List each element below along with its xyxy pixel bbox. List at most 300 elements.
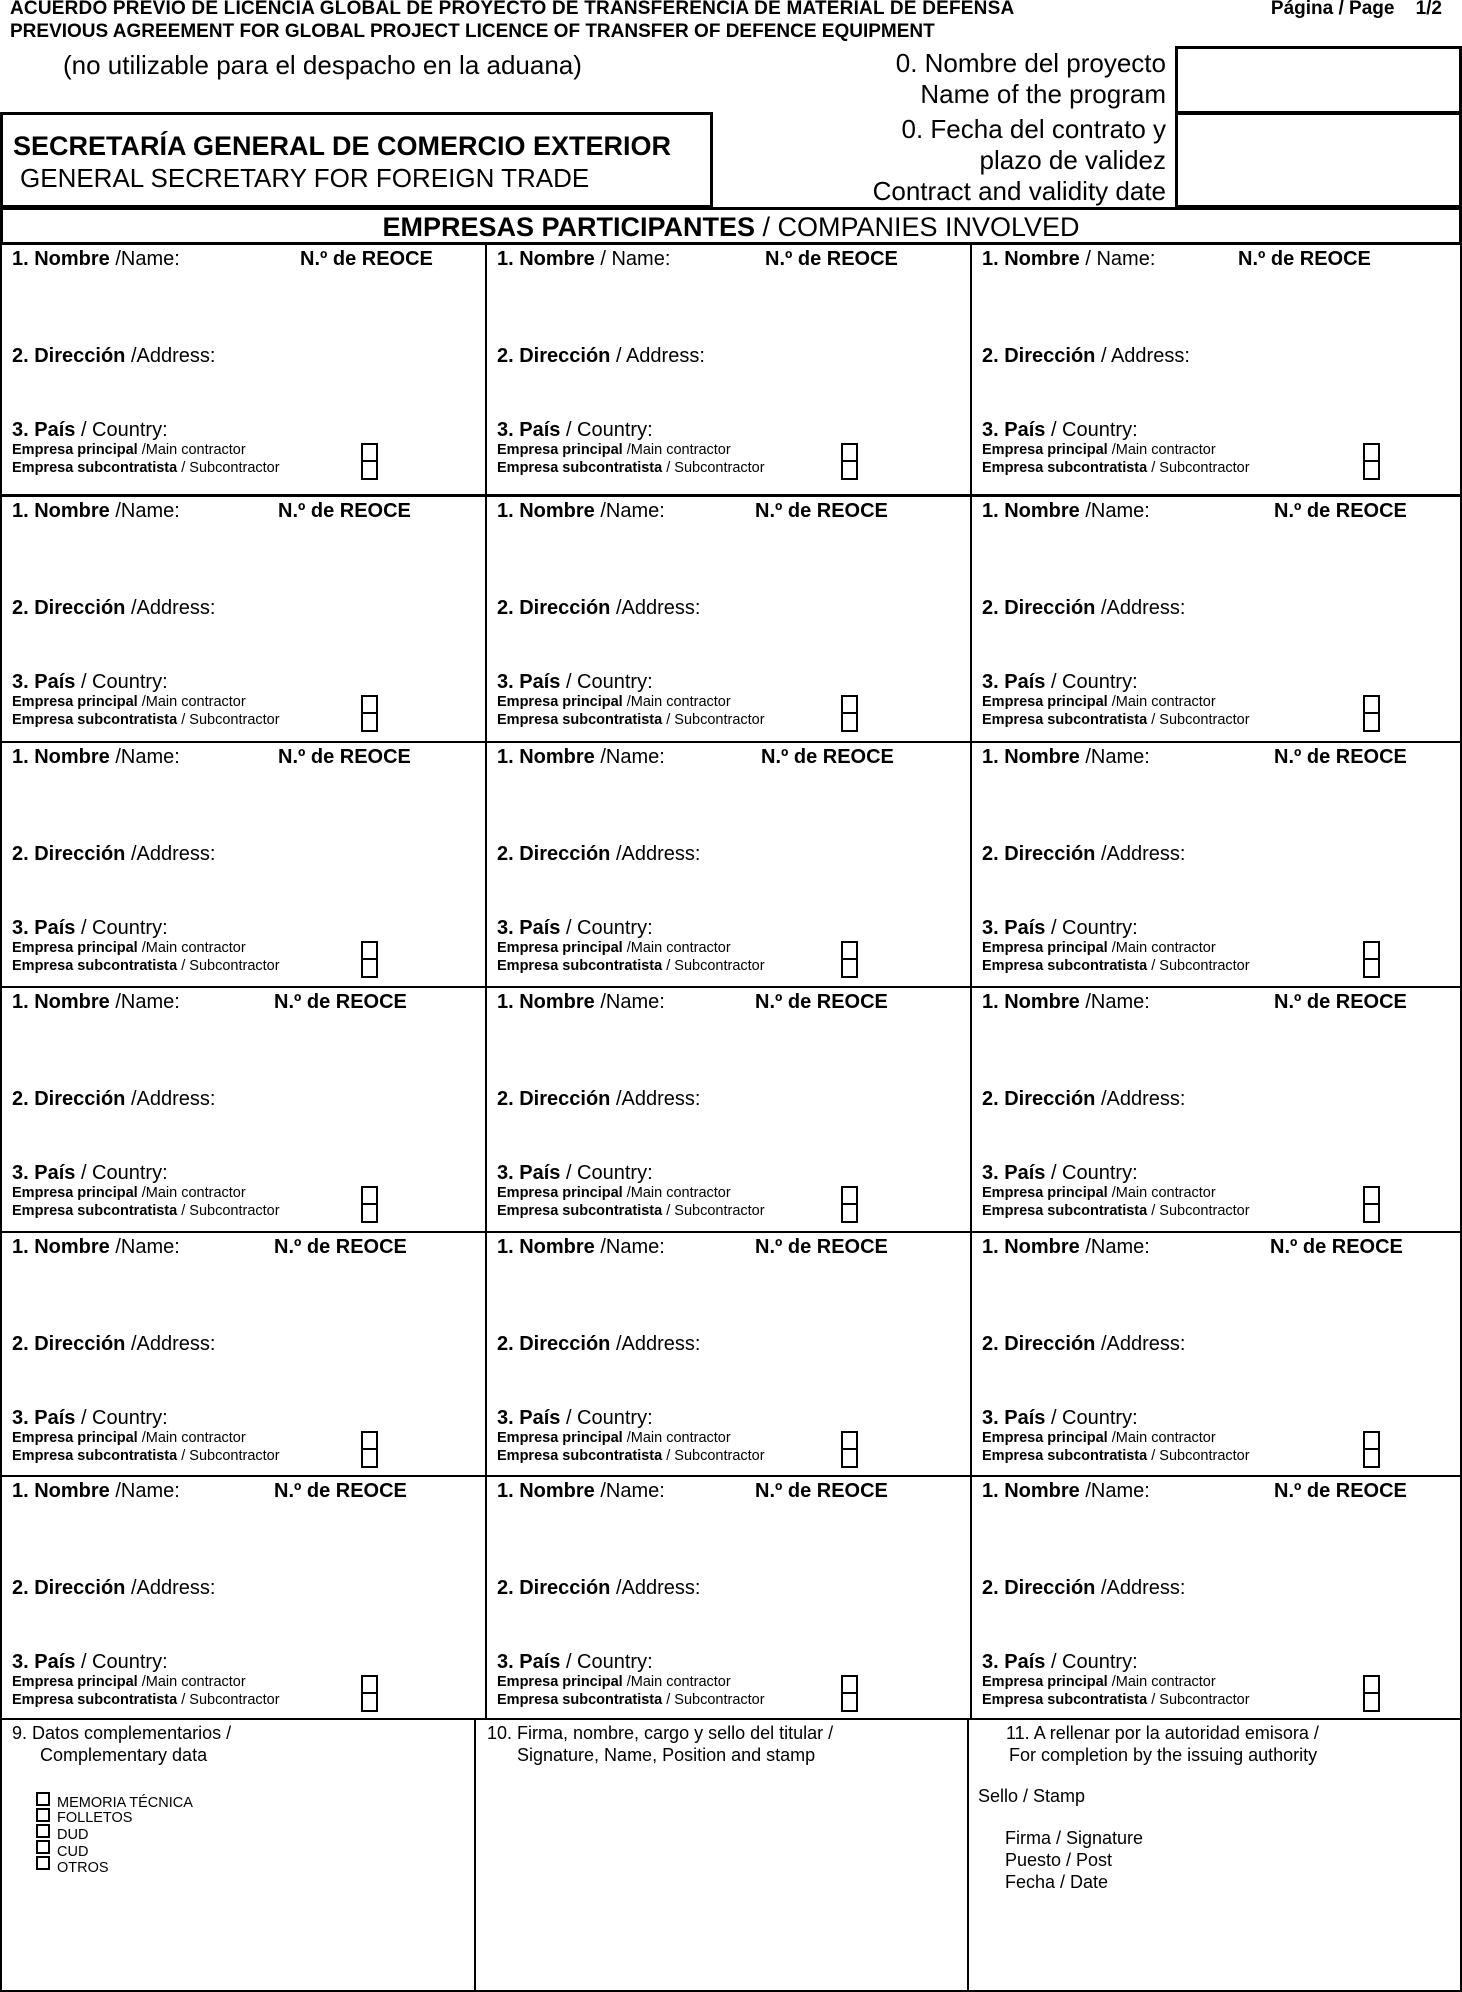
company-address-label-en: /Address: [1095,1088,1186,1110]
contractor-type-checkbox[interactable] [1363,1186,1380,1223]
company-country-label-en: / Country: [75,1407,168,1429]
section-10-subtitle: Signature, Name, Position and stamp [517,1745,816,1765]
subcontractor-label-es: Empresa subcontratista [982,958,1148,974]
company-name-label-es: 1. Nombre [12,248,110,270]
company-country-label-en: / Country: [560,1651,653,1673]
subcontractor-label-en: / Subcontractor [1147,1448,1250,1464]
company-name-label [497,746,665,769]
company-name-label-es: 1. Nombre [12,1236,110,1258]
main-contractor-label [982,1674,1216,1690]
companies-banner [0,207,1462,245]
subcontractor-label-es: Empresa subcontratista [12,1203,178,1219]
reoce-label: N.º de REOCE [1238,248,1371,270]
reoce-label: N.º de REOCE [278,500,411,522]
main-contractor-label-es: Empresa principal [497,442,623,458]
option-folletos-checkbox[interactable] [36,1808,50,1822]
contract-date-field[interactable] [1175,112,1462,208]
company-address-label [982,597,1185,620]
company-country-label-en: / Country: [560,671,653,693]
page-value: 1/2 [1415,0,1442,19]
company-address-label [12,1333,215,1356]
main-contractor-label-es: Empresa principal [982,694,1108,710]
main-contractor-label-en: /Main contractor [622,694,731,710]
company-name-label-es: 1. Nombre [497,746,595,768]
company-address-label [497,1088,700,1111]
companies-banner-en: / COMPANIES INVOLVED [754,212,1080,242]
company-address-label [12,843,215,866]
company-address-label [497,597,700,620]
subcontractor-label-en: / Subcontractor [177,1692,280,1708]
section-10-title: 10. Firma, nombre, cargo y sello del titular / [487,1723,834,1743]
company-address-label-es: 2. Dirección [497,1577,611,1599]
subcontractor-label-en: / Subcontractor [662,958,765,974]
company-address-label-en: /Address: [1095,1577,1186,1599]
company-country-label [12,917,168,940]
reoce-label: N.º de REOCE [278,746,411,768]
reoce-label: N.º de REOCE [1270,1236,1403,1258]
subcontractor-label-es: Empresa subcontratista [12,958,178,974]
subcontractor-label [982,1448,1250,1464]
company-name-label-es: 1. Nombre [982,746,1080,768]
subcontractor-label [12,1203,280,1219]
company-cell[interactable] [970,243,1462,496]
reoce-label: N.º de REOCE [755,991,888,1013]
subcontractor-label-en: / Subcontractor [1147,460,1250,476]
main-contractor-label-en: /Main contractor [137,940,246,956]
company-country-label-es: 3. País [982,1651,1046,1673]
main-contractor-label-es: Empresa principal [982,1430,1108,1446]
company-name-label-en: /Name: [109,1236,180,1258]
company-country-label [497,671,653,694]
main-contractor-label [497,940,731,956]
company-address-label-es: 2. Dirección [497,345,611,367]
main-contractor-label-es: Empresa principal [497,1185,623,1201]
section-11-title: 11. A rellenar por la autoridad emisora / [1006,1723,1319,1743]
company-country-label-en: / Country: [1045,1162,1138,1184]
company-address-label-en: /Address: [1095,843,1186,865]
company-address-label [12,345,215,368]
main-contractor-label-en: /Main contractor [622,940,731,956]
company-country-label-es: 3. País [497,1651,561,1673]
company-name-label [12,991,180,1014]
option-otros-label: OTROS [57,1860,109,1876]
company-country-label [982,1162,1138,1185]
main-contractor-label-en: /Main contractor [622,442,731,458]
subcontractor-label [982,958,1250,974]
company-address-label-en: /Address: [125,1333,216,1355]
reoce-label: N.º de REOCE [274,1480,407,1502]
reoce-label: N.º de REOCE [1274,746,1407,768]
company-address-label-es: 2. Dirección [982,1333,1096,1355]
option-memoria-label: MEMORIA TÉCNICA [57,1795,193,1811]
company-address-label-es: 2. Dirección [12,1577,126,1599]
company-address-label [12,1577,215,1600]
contractor-type-checkbox[interactable] [1363,1431,1380,1468]
company-address-label-en: /Address: [125,843,216,865]
company-name-label [982,500,1150,523]
main-contractor-label-en: /Main contractor [1107,1674,1216,1690]
subcontractor-label-en: / Subcontractor [662,1448,765,1464]
subcontractor-label-es: Empresa subcontratista [982,712,1148,728]
project-name-label-es: 0. Nombre del proyecto [895,48,1166,78]
company-cell[interactable] [485,741,972,988]
contractor-type-checkbox[interactable] [361,695,378,732]
company-name-label-es: 1. Nombre [12,1480,110,1502]
subcontractor-label-es: Empresa subcontratista [12,460,178,476]
company-name-label-en: /Name: [109,746,180,768]
section-11-authority[interactable] [967,1718,1462,1992]
company-cell[interactable] [0,495,487,743]
company-name-label [982,248,1155,271]
subcontractor-label [982,460,1250,476]
page-indicator [1271,0,1442,20]
company-cell[interactable] [0,1475,487,1720]
subcontractor-label-en: / Subcontractor [177,460,280,476]
main-contractor-label-es: Empresa principal [982,442,1108,458]
company-address-label-es: 2. Dirección [497,1333,611,1355]
company-address-label-es: 2. Dirección [497,1088,611,1110]
company-address-label [982,843,1185,866]
companies-banner-es: EMPRESAS PARTICIPANTES [382,212,755,242]
company-country-label-es: 3. País [497,917,561,939]
post-label: Puesto / Post [1005,1850,1113,1870]
company-name-label-es: 1. Nombre [12,991,110,1013]
company-country-label [982,1407,1138,1430]
subcontractor-label [497,1448,765,1464]
option-memoria-checkbox[interactable] [36,1792,50,1806]
secretaria-box [0,112,713,208]
company-name-label-en: /Name: [1079,991,1150,1013]
company-address-label [982,1333,1185,1356]
company-country-label [982,671,1138,694]
subcontractor-label-en: / Subcontractor [662,1692,765,1708]
main-contractor-label-en: /Main contractor [622,1185,731,1201]
company-address-label-es: 2. Dirección [497,843,611,865]
option-folletos-label: FOLLETOS [57,1810,133,1826]
company-name-label-es: 1. Nombre [982,248,1080,270]
contract-date-label [873,114,1166,207]
main-contractor-label [982,940,1216,956]
company-name-label-en: /Name: [109,1480,180,1502]
stamp-label: Sello / Stamp [978,1786,1086,1806]
reoce-label: N.º de REOCE [765,248,898,270]
secretaria-es: SECRETARÍA GENERAL DE COMERCIO EXTERIOR [13,131,672,161]
option-cud-checkbox[interactable] [36,1840,50,1854]
contractor-type-checkbox[interactable] [361,1675,378,1712]
section-9-title: 9. Datos complementarios / [12,1723,232,1743]
company-country-label-es: 3. País [497,1407,561,1429]
section-9-subtitle: Complementary data [40,1745,208,1765]
reoce-label: N.º de REOCE [755,500,888,522]
contractor-type-checkbox[interactable] [841,941,858,978]
company-address-label-en: /Address: [125,1088,216,1110]
company-address-label [497,843,700,866]
contractor-type-checkbox[interactable] [841,1186,858,1223]
company-address-label-es: 2. Dirección [12,345,126,367]
company-name-label [497,248,670,271]
company-name-label [497,1480,665,1503]
reoce-label: N.º de REOCE [1274,1480,1407,1502]
company-cell[interactable] [0,1231,487,1477]
company-name-label-es: 1. Nombre [497,1480,595,1502]
company-name-label-en: /Name: [109,991,180,1013]
company-address-label-es: 2. Dirección [497,597,611,619]
company-cell[interactable] [485,986,972,1233]
main-contractor-label [12,694,246,710]
main-contractor-label-es: Empresa principal [12,694,138,710]
company-country-label-en: / Country: [560,1162,653,1184]
company-cell[interactable] [485,1475,972,1720]
company-cell[interactable] [485,495,972,743]
main-contractor-label [12,1185,246,1201]
company-address-label-en: /Address: [1095,1333,1186,1355]
company-name-label [497,500,665,523]
company-cell[interactable] [970,1475,1462,1720]
contractor-type-checkbox[interactable] [361,443,378,480]
subcontractor-label-en: / Subcontractor [177,1448,280,1464]
company-cell[interactable] [970,495,1462,743]
not-for-customs-note: (no utilizable para el despacho en la aduana) [63,50,582,80]
company-country-label-es: 3. País [497,1162,561,1184]
main-contractor-label-es: Empresa principal [497,1674,623,1690]
subcontractor-label [497,958,765,974]
main-contractor-label-en: /Main contractor [1107,694,1216,710]
company-country-label-en: / Country: [75,917,168,939]
subcontractor-label-en: / Subcontractor [1147,1203,1250,1219]
company-name-label-es: 1. Nombre [497,500,595,522]
company-address-label-en: /Address: [125,1577,216,1599]
project-name-label-en: Name of the program [920,79,1166,109]
subcontractor-label-es: Empresa subcontratista [497,1448,663,1464]
subcontractor-label-es: Empresa subcontratista [497,1203,663,1219]
company-country-label [982,419,1138,442]
subcontractor-label-es: Empresa subcontratista [982,460,1148,476]
company-address-label [497,1577,700,1600]
subcontractor-label [12,958,280,974]
company-address-label-es: 2. Dirección [982,1088,1096,1110]
company-address-label-es: 2. Dirección [982,1577,1096,1599]
company-cell[interactable] [970,741,1462,988]
subcontractor-label-en: / Subcontractor [177,958,280,974]
contractor-type-checkbox[interactable] [1363,941,1380,978]
subcontractor-label [982,1692,1250,1708]
main-contractor-label-es: Empresa principal [982,1674,1108,1690]
contractor-type-checkbox[interactable] [1363,695,1380,732]
subcontractor-label-es: Empresa subcontratista [982,1203,1148,1219]
company-cell[interactable] [485,1231,972,1477]
subcontractor-label [497,712,765,728]
company-name-label [982,991,1150,1014]
company-country-label [12,671,168,694]
option-dud-checkbox[interactable] [36,1824,50,1838]
company-country-label [12,1162,168,1185]
company-name-label-en: /Name: [109,500,180,522]
section-11-subtitle: For completion by the issuing authority [1009,1745,1318,1765]
reoce-label: N.º de REOCE [755,1480,888,1502]
company-name-label-en: /Name: [109,248,180,270]
company-country-label-es: 3. País [12,671,76,693]
company-country-label [497,1407,653,1430]
subcontractor-label [497,1692,765,1708]
company-address-label [982,1577,1185,1600]
company-name-label [12,1480,180,1503]
main-contractor-label-es: Empresa principal [12,940,138,956]
company-address-label [12,597,215,620]
main-contractor-label-es: Empresa principal [12,1185,138,1201]
company-country-label-en: / Country: [75,419,168,441]
main-contractor-label [982,694,1216,710]
company-name-label-en: /Name: [1079,1480,1150,1502]
company-cell[interactable] [970,1231,1462,1477]
company-cell[interactable] [0,986,487,1233]
company-name-label-en: / Name: [594,248,671,270]
company-name-label [497,991,665,1014]
reoce-label: N.º de REOCE [1274,500,1407,522]
main-contractor-label [12,1430,246,1446]
company-name-label-es: 1. Nombre [497,248,595,270]
main-contractor-label-en: /Main contractor [1107,1185,1216,1201]
company-name-label [12,500,180,523]
reoce-label: N.º de REOCE [761,746,894,768]
company-cell[interactable] [485,243,972,496]
subcontractor-label [982,1203,1250,1219]
subcontractor-label [12,712,280,728]
company-address-label-en: /Address: [610,843,701,865]
company-country-label-en: / Country: [1045,1651,1138,1673]
company-address-label-en: /Address: [1095,597,1186,619]
main-contractor-label [982,1185,1216,1201]
company-cell[interactable] [0,243,487,496]
company-address-label-es: 2. Dirección [982,843,1096,865]
company-country-label-en: / Country: [75,1651,168,1673]
company-address-label-es: 2. Dirección [12,597,126,619]
company-name-label [12,1236,180,1259]
subcontractor-label-es: Empresa subcontratista [982,1692,1148,1708]
company-country-label-es: 3. País [12,1651,76,1673]
contractor-type-checkbox[interactable] [841,443,858,480]
main-contractor-label-en: /Main contractor [1107,1430,1216,1446]
company-name-label-es: 1. Nombre [982,1236,1080,1258]
company-country-label-es: 3. País [982,1407,1046,1429]
company-country-label [497,419,653,442]
main-contractor-label-en: /Main contractor [137,694,246,710]
company-name-label [497,1236,665,1259]
form-title-en: PREVIOUS AGREEMENT FOR GLOBAL PROJECT LICENCE OF TRANSFER OF DEFENCE EQUIPMENT [10,21,935,42]
company-cell[interactable] [970,986,1462,1233]
company-name-label-en: / Name: [1079,248,1156,270]
company-cell[interactable] [0,741,487,988]
subcontractor-label-es: Empresa subcontratista [12,712,178,728]
company-name-label-en: /Name: [594,1480,665,1502]
contractor-type-checkbox[interactable] [841,1675,858,1712]
reoce-label: N.º de REOCE [755,1236,888,1258]
company-country-label-es: 3. País [982,917,1046,939]
contractor-type-checkbox[interactable] [361,941,378,978]
section-10-signature[interactable] [474,1718,969,1992]
project-name-label [896,48,1166,110]
company-country-label [497,917,653,940]
reoce-label: N.º de REOCE [1274,991,1407,1013]
section-9-complementary [0,1718,476,1992]
main-contractor-label [12,442,246,458]
contractor-type-checkbox[interactable] [361,1186,378,1223]
form-title-es: ACUERDO PREVIO DE LICENCIA GLOBAL DE PROYECTO DE TRANSFERENCIA DE MATERIAL DE DEFENSA [10,0,1015,19]
main-contractor-label-es: Empresa principal [982,1185,1108,1201]
company-country-label-es: 3. País [982,419,1046,441]
company-country-label [12,1651,168,1674]
company-country-label [12,419,168,442]
contractor-type-checkbox[interactable] [841,695,858,732]
contractor-type-checkbox[interactable] [1363,1675,1380,1712]
company-name-label-en: /Name: [1079,746,1150,768]
main-contractor-label [497,1430,731,1446]
company-address-label [497,345,705,368]
contractor-type-checkbox[interactable] [1363,443,1380,480]
company-address-label-es: 2. Dirección [12,1333,126,1355]
company-country-label [982,917,1138,940]
company-name-label-en: /Name: [594,500,665,522]
company-name-label-es: 1. Nombre [497,1236,595,1258]
main-contractor-label [982,442,1216,458]
main-contractor-label-en: /Main contractor [137,1430,246,1446]
reoce-label: N.º de REOCE [274,1236,407,1258]
company-country-label-en: / Country: [1045,671,1138,693]
main-contractor-label [982,1430,1216,1446]
main-contractor-label [497,1185,731,1201]
company-country-label [12,1407,168,1430]
company-country-label-en: / Country: [1045,1407,1138,1429]
subcontractor-label [982,712,1250,728]
company-address-label-en: / Address: [1095,345,1190,367]
main-contractor-label [12,1674,246,1690]
company-country-label-es: 3. País [12,917,76,939]
company-name-label-en: /Name: [1079,1236,1150,1258]
company-name-label-es: 1. Nombre [982,991,1080,1013]
main-contractor-label-es: Empresa principal [982,940,1108,956]
main-contractor-label-en: /Main contractor [1107,442,1216,458]
subcontractor-label-es: Empresa subcontratista [12,1692,178,1708]
company-country-label-es: 3. País [982,671,1046,693]
main-contractor-label-en: /Main contractor [137,1674,246,1690]
subcontractor-label-en: / Subcontractor [177,1203,280,1219]
main-contractor-label-es: Empresa principal [12,1430,138,1446]
company-address-label [982,345,1190,368]
subcontractor-label [12,460,280,476]
subcontractor-label-en: / Subcontractor [1147,712,1250,728]
company-address-label-es: 2. Dirección [12,1088,126,1110]
company-country-label-en: / Country: [1045,917,1138,939]
main-contractor-label-es: Empresa principal [497,940,623,956]
company-country-label-es: 3. País [982,1162,1046,1184]
company-name-label [12,248,180,271]
main-contractor-label-es: Empresa principal [497,694,623,710]
contract-date-label-2: plazo de validez [979,145,1166,175]
contractor-type-checkbox[interactable] [361,1431,378,1468]
company-name-label-es: 1. Nombre [982,500,1080,522]
option-otros-checkbox[interactable] [36,1856,50,1870]
main-contractor-label-en: /Main contractor [622,1430,731,1446]
contractor-type-checkbox[interactable] [841,1431,858,1468]
subcontractor-label-en: / Subcontractor [662,1203,765,1219]
company-address-label-en: /Address: [610,1333,701,1355]
company-address-label-en: /Address: [610,1088,701,1110]
company-country-label-es: 3. País [497,671,561,693]
main-contractor-label-en: /Main contractor [622,1674,731,1690]
subcontractor-label-es: Empresa subcontratista [12,1448,178,1464]
subcontractor-label-en: / Subcontractor [662,712,765,728]
project-name-field[interactable] [1175,46,1462,114]
main-contractor-label [497,1674,731,1690]
